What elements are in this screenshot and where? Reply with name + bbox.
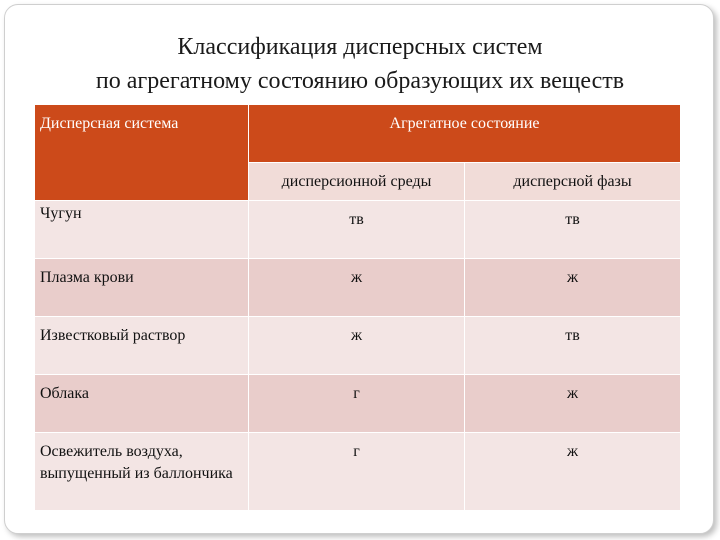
row-medium: тв [249, 201, 465, 259]
row-medium: г [249, 375, 465, 433]
row-medium: г [249, 433, 465, 511]
row-system: Плазма крови [35, 259, 249, 317]
header-aggregate-state: Агрегатное состояние [249, 105, 681, 163]
table-row [35, 317, 681, 375]
row-phase: ж [465, 259, 681, 317]
slide-title [20, 30, 700, 98]
row-system: Освежитель воздуха, выпущенный из баллончика [35, 433, 249, 511]
table-header-row [35, 105, 681, 163]
row-medium: ж [249, 259, 465, 317]
classification-table [34, 104, 681, 511]
header-system: Дисперсная система [35, 105, 249, 201]
title-line-2: по агрегатному состоянию образующих их веществ [95, 68, 625, 94]
row-phase: ж [465, 375, 681, 433]
table-row [35, 433, 681, 511]
row-system: Облака [35, 375, 249, 433]
subheader-medium: дисперсионной среды [249, 163, 465, 201]
row-phase: тв [465, 201, 681, 259]
table-row [35, 201, 681, 259]
row-phase: ж [465, 433, 681, 511]
table-row [35, 259, 681, 317]
table-row [35, 375, 681, 433]
row-system: Чугун [35, 201, 249, 259]
row-system: Известковый раствор [35, 317, 249, 375]
subheader-phase: дисперсной фазы [465, 163, 681, 201]
row-phase: тв [465, 317, 681, 375]
row-medium: ж [249, 317, 465, 375]
title-line-1: Классификация дисперсных систем [177, 34, 543, 60]
